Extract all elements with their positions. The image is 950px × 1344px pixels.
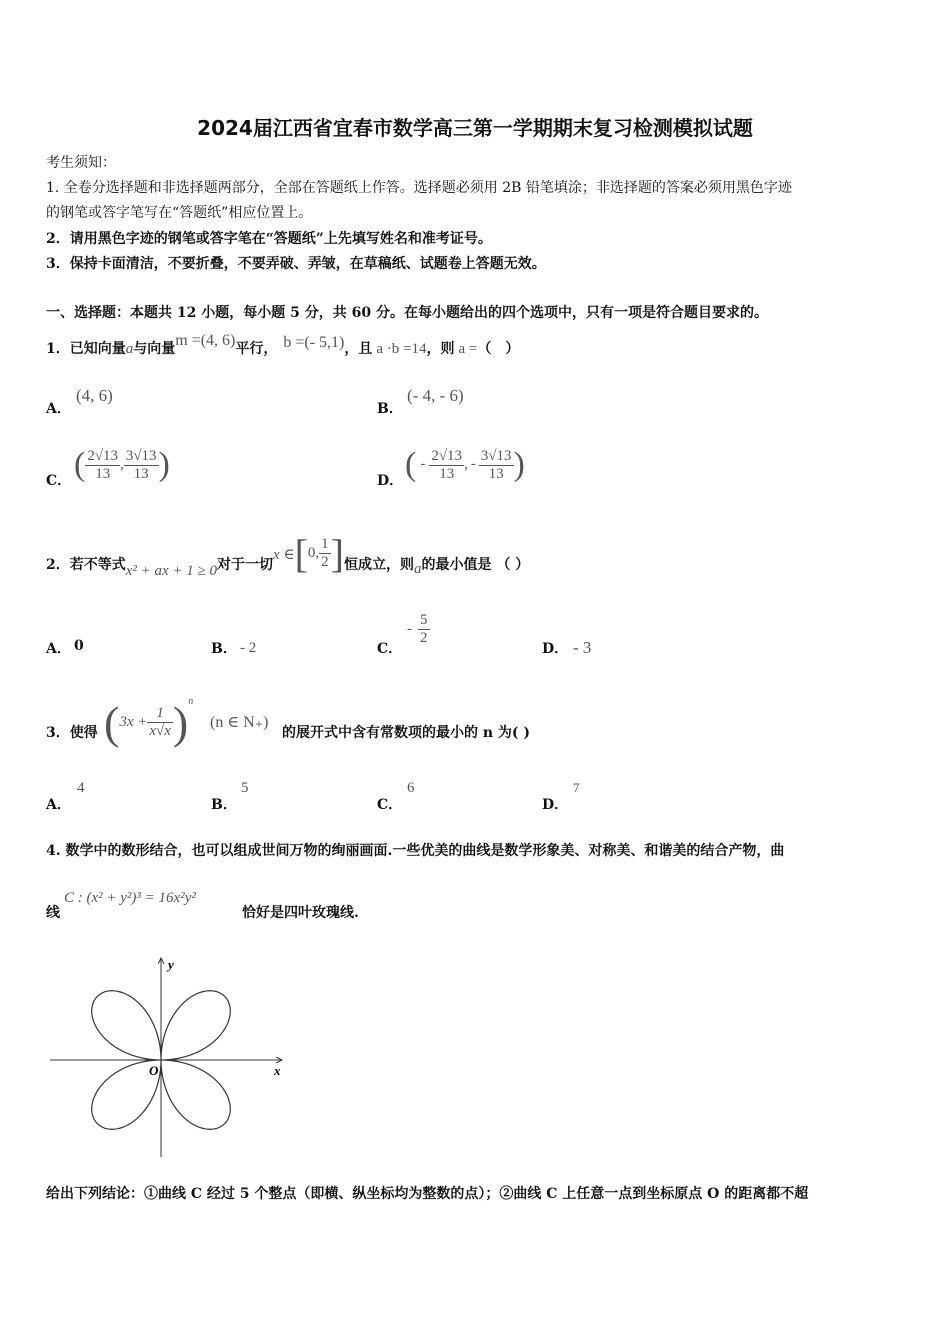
q1-d-minus-1: - [420,456,426,473]
q1-text-3: 平行， [235,341,278,357]
q3-expression: (3x + $\frac{1}{x√x}$ )$^n$ [104,696,194,748]
x-axis-label: x [274,1063,281,1078]
q1-option-b-label: B． [377,401,403,417]
origin-label: O [149,1063,159,1078]
q2-interval-left: 0, [307,545,320,561]
q2-text-3: 恒成立，则 [343,557,414,573]
q2-text-1: 2．若不等式 [46,557,126,573]
q1-stem [46,332,520,358]
page-title: 2024届江西省宜春市数学高三第一学期期末复习检测模拟试题 [197,116,753,140]
q1-d-comma: , [464,456,468,473]
q3-option-b-value: 5 [241,780,249,796]
q1-d-den-2: 13 [488,465,504,482]
q2-c-num: 5 [420,612,428,628]
q2-interval: [0, $\frac{1}{2}$ ] [294,531,344,576]
q3-option-b-label: B． [211,797,237,813]
q2-c-minus: - [407,621,412,637]
q1-c-den-2: 13 [133,465,149,482]
q3-option-c-value: 6 [407,780,415,796]
q3-option-a-value: 4 [77,780,85,796]
q3-option-a-label: A． [46,797,71,813]
q1-d-minus-2: - [470,456,476,473]
q1-m-vector: m =(4, 6) [175,332,236,349]
q3-expr-a: 3x + [119,714,148,730]
q1-text-4: ，且 [344,341,373,357]
q2-option-b-label: B． [211,641,237,657]
q1-option-a-value: (4, 6) [76,386,113,405]
q1-dot-product: a ·b =14 [376,341,427,357]
q1-option-b-value: (- 4, - 6) [407,386,464,405]
q2-option-c-label: C． [377,641,403,657]
q3-option-c-label: C． [377,797,403,813]
q3-option-d-label: D． [542,797,569,813]
q1-var-a: a [125,341,134,357]
q1-b-vector: b =(- 5,1) [283,334,345,351]
q3-option-d-value: 7 [573,780,580,795]
q2-option-c-value [407,612,430,647]
section-1-heading: 一、选择题：本题共 12 小题，每小题 5 分，共 60 分。在每小题给出的四个选项中，只有一项是符合题目要求的。 [46,305,768,321]
q1-option-c-label: C． [46,473,72,489]
q3-exponent: n [188,696,194,707]
q4-line-2a: 线 [46,905,60,921]
q1-option-a-label: A． [46,401,71,417]
q1-a-equals: a = [458,341,478,357]
q4-line-2b: 恰好是四叶玫瑰线. [242,905,359,921]
q1-option-d-label: D． [377,473,404,489]
q3-label: 3．使得 [46,725,98,741]
q1-d-num-2: 3√13 [480,447,512,464]
q1-option-d-value: ( - $\frac{2√13}{13}$ , - $\frac{3√13}{13}$ ) [405,446,525,483]
q3-expr-den: x√x [149,723,171,739]
q1-text-6: （ ） [477,341,520,357]
q2-text-2: 对于一切 [217,557,274,573]
q2-interval-num: 1 [321,536,329,552]
q2-option-a-value: 0 [74,638,84,654]
notice-line-1b: 的钢笔或答字笔写在“答题纸”相应位置上。 [46,205,313,221]
q4-line-1: 4. 数学中的数形结合，也可以组成世间万物的绚丽画面.一些优美的曲线是数学形象美、对称美、和谐美的结合产物，曲 [46,843,785,859]
notice-line-2: 2．请用黑色字迹的钢笔或答字笔在“答题纸”上先填写姓名和准考证号。 [46,231,492,247]
q2-interval-den: 2 [321,554,329,570]
q2-text-4: 的最小值是 （ ） [421,557,530,573]
q2-option-a-label: A． [46,641,71,657]
q2-var-a: a [413,561,422,577]
notice-line-3: 3．保持卡面清洁，不要折叠，不要弄破、弄皱，在草稿纸、试题卷上答题无效。 [46,256,546,272]
q1-text-1: 1．已知向量 [46,341,126,357]
q1-text-2: 与向量 [133,341,176,357]
q1-c-comma: , [120,456,124,473]
q3-expr-num: 1 [147,705,173,723]
q2-option-b-value: - 2 [240,640,257,656]
q2-option-d-value: - 3 [573,638,592,657]
q4-conclusions: 给出下列结论：①曲线 C 经过 5 个整点（即横、纵坐标均为整数的点）；②曲线 C 上任意一点到坐标原点 O 的距离都不超 [46,1186,809,1202]
q1-d-num-1: 2√13 [431,447,463,464]
q4-curve-equation: C : (x² + y²)³ = 16x²y² [64,890,196,906]
q1-text-5: ，则 [426,341,455,357]
q1-option-c-value: ( $\frac{2√13}{13}$ , $\frac{3√13}{13}$ ) [74,446,170,483]
q2-inequality: x² + ax + 1 ≥ 0 [125,563,218,579]
q3-text: 的展开式中含有常数项的最小的 n 为( ) [282,725,531,741]
q1-c-den-1: 13 [95,465,111,482]
q2-stem [46,530,529,577]
q2-option-d-label: D． [542,641,569,657]
q2-c-den: 2 [420,630,428,646]
notice-heading: 考生须知： [46,155,116,171]
rose-curve-figure [46,952,296,1162]
q1-c-num-1: 2√13 [87,447,119,464]
q1-d-den-1: 13 [439,465,455,482]
q3-condition: (n ∈ N₊) [210,714,269,731]
notice-line-1a: 1. 全卷分选择题和非选择题两部分，全部在答题纸上作答。选择题必须用 2B 铅笔填涂；非选择题的答案必须用黑色字迹 [46,180,792,196]
q1-c-num-2: 3√13 [125,447,157,464]
y-axis-label: y [168,957,174,972]
q2-domain: x ∈ [273,547,295,563]
